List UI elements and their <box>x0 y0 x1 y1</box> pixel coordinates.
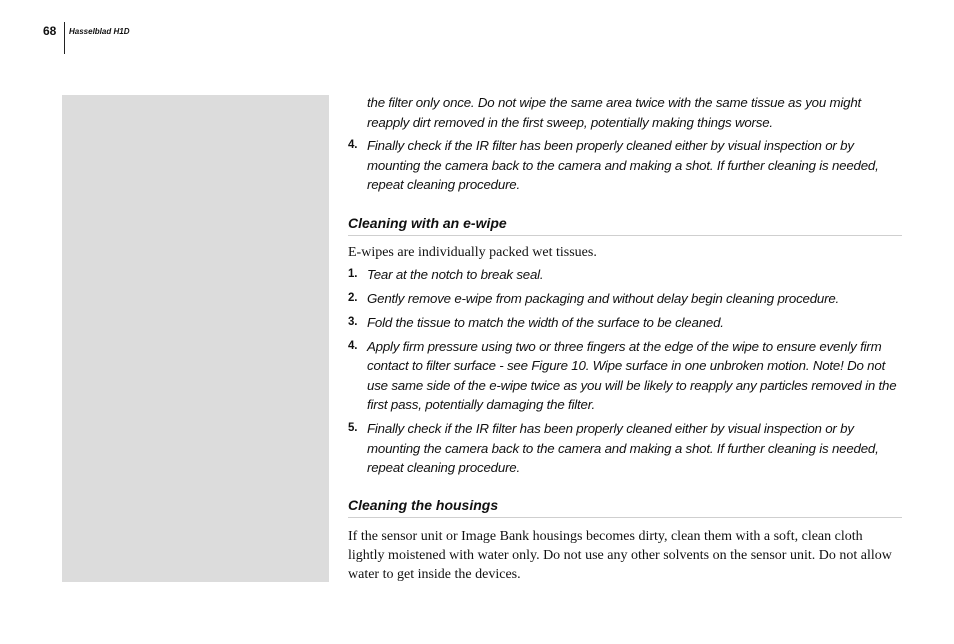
list-item <box>348 265 902 285</box>
section-intro: E-wipes are individually packed wet tissues. <box>348 244 597 260</box>
section-body: If the sensor unit or Image Bank housings becomes dirty, clean them with a soft, clean cloth lightly moistened with water only. Do not use any other solvents on the sensor unit. Do not allow water to get inside the devices. <box>348 528 892 582</box>
list-item <box>348 337 902 415</box>
list-item-number: 1. <box>348 267 358 280</box>
list-item-text: Gently remove e-wipe from packaging and without delay begin cleaning procedure. <box>367 290 840 306</box>
side-panel <box>62 95 329 582</box>
list-item-text: Tear at the notch to break seal. <box>367 266 544 282</box>
list-item-text: Finally check if the IR filter has been properly cleaned either by visual inspection or by mounting the camera back to the camera and making a shot. If further cleaning is needed, repeat cleaning procedure. <box>367 421 879 475</box>
list-item <box>348 136 902 195</box>
list-item-number: 3. <box>348 315 358 328</box>
list-item-number: 4. <box>348 339 358 352</box>
document-title: Hasselblad H1D <box>69 27 130 36</box>
page-number: 68 <box>43 24 57 38</box>
list-item-text: Fold the tissue to match the width of the surface to be cleaned. <box>367 314 724 330</box>
list-item <box>348 289 902 309</box>
section-heading: Cleaning the housings <box>348 496 902 518</box>
list-item-number: 4. <box>348 139 358 151</box>
list-item <box>348 419 902 478</box>
list-item-number: 5. <box>348 422 358 434</box>
list-item-text: Finally check if the IR filter has been properly cleaned either by visual inspection or by mounting the camera back to the camera and making a shot. If further cleaning is needed, repeat cleaning procedure. <box>367 138 879 192</box>
main-content <box>348 93 902 598</box>
header-divider <box>64 22 65 54</box>
list-item-text: Apply firm pressure using two or three fingers at the edge of the wipe to ensure evenly firm contact to filter surface - see Figure 10. Wipe surface in one unbroken motion. Note! Do not use same side of the e-wipe twice as you will be likely to reapply any particles removed in the first pass, potentially damaging the filter. <box>367 338 897 412</box>
list-item <box>348 313 902 333</box>
section-heading: Cleaning with an e-wipe <box>348 214 902 236</box>
list-item-number: 2. <box>348 291 358 304</box>
continued-paragraph: the filter only once. Do not wipe the same area twice with the same tissue as you might reapply dirt removed in the first sweep, potentially making things worse. <box>367 95 862 130</box>
